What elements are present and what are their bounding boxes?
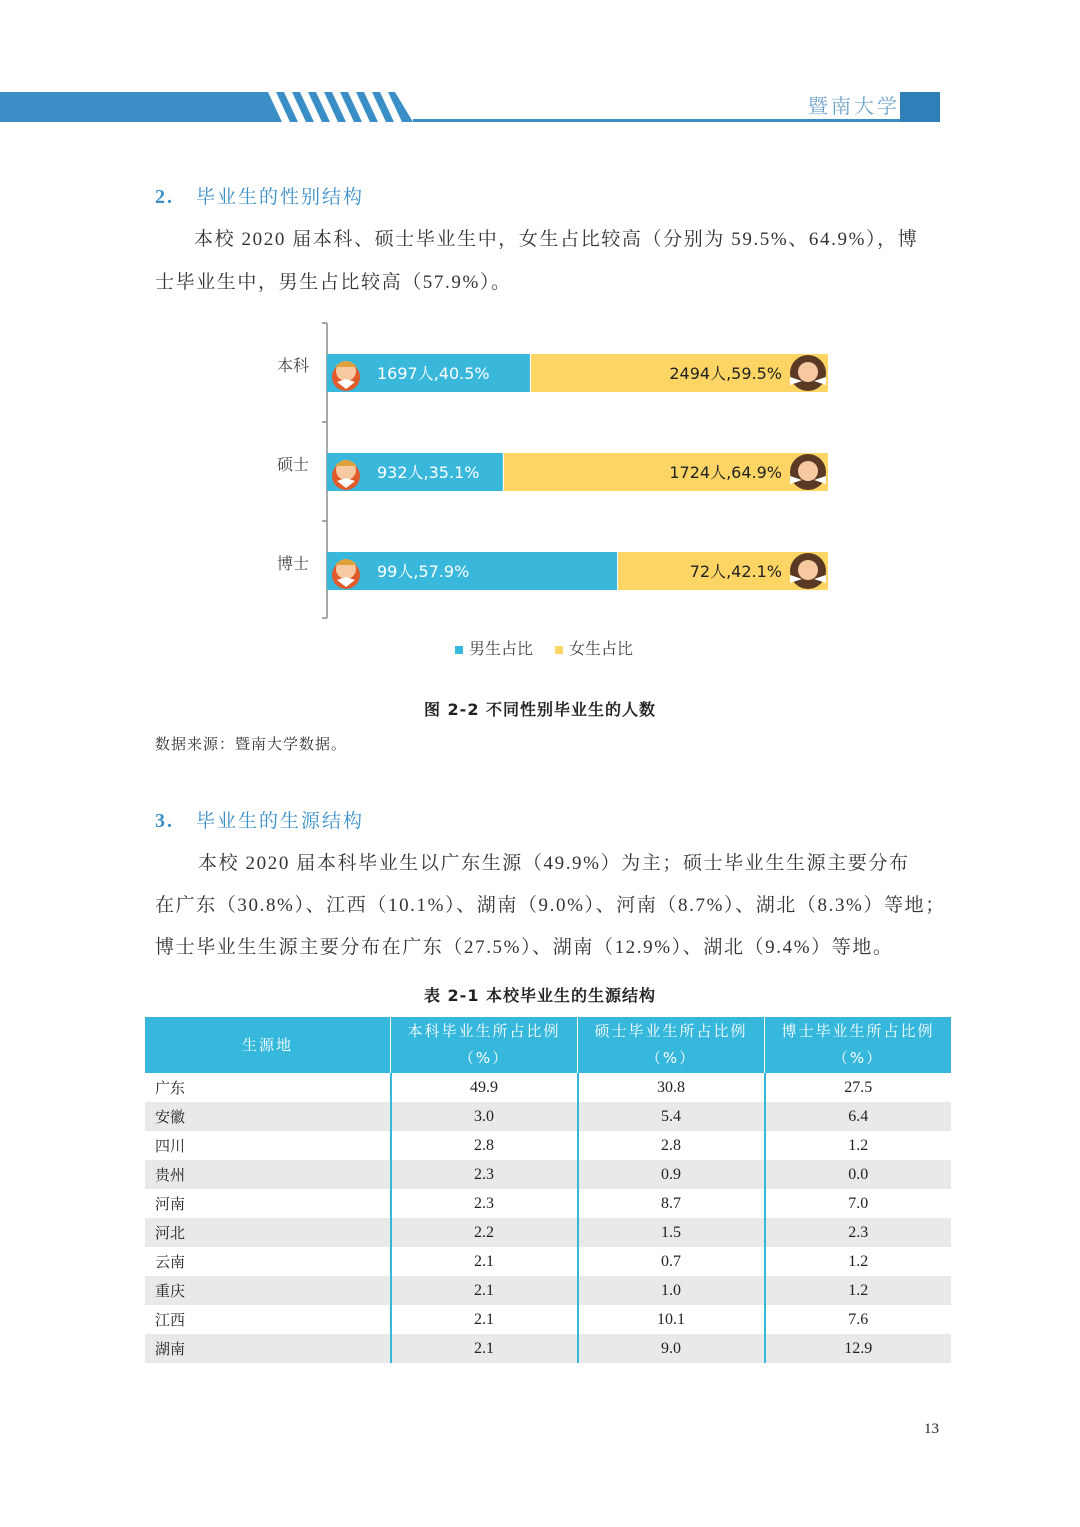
cell-percent: 49.9 xyxy=(391,1073,578,1102)
cell-percent: 1.0 xyxy=(578,1276,765,1305)
cell-region: 重庆 xyxy=(145,1276,391,1305)
origin-table xyxy=(145,1017,951,1363)
gender-stacked-bar-chart xyxy=(250,318,850,623)
cell-percent: 2.1 xyxy=(391,1276,578,1305)
cell-percent: 7.6 xyxy=(765,1305,951,1334)
legend-item-female xyxy=(555,636,633,659)
table-row xyxy=(145,1247,951,1276)
data-label-male: 932人,35.1% xyxy=(377,463,480,482)
legend-item-male xyxy=(455,636,533,659)
table-row xyxy=(145,1218,951,1247)
category-label: 本科 xyxy=(276,356,309,375)
data-label-female: 2494人,59.5% xyxy=(669,364,782,383)
cell-percent: 27.5 xyxy=(765,1073,951,1102)
cell-region: 四川 xyxy=(155,1137,186,1155)
section-title: 毕业生的性别结构 xyxy=(196,186,365,208)
cell-percent: 12.9 xyxy=(765,1334,951,1363)
table-row xyxy=(145,1334,951,1363)
data-label-male: 1697人,40.5% xyxy=(377,364,490,383)
data-label-female: 1724人,64.9% xyxy=(669,463,782,482)
table-row xyxy=(145,1131,951,1160)
cell-percent: 1.2 xyxy=(765,1276,951,1305)
cell-percent: 8.7 xyxy=(578,1189,765,1218)
table-header-row xyxy=(145,1017,951,1073)
bar-male xyxy=(327,552,617,590)
cell-percent: 2.1 xyxy=(391,1305,578,1334)
cell-percent: 7.0 xyxy=(765,1189,951,1218)
table-row xyxy=(145,1189,951,1218)
table-row xyxy=(145,1276,951,1305)
cell-region: 江西 xyxy=(155,1311,186,1329)
icon-face xyxy=(798,362,818,382)
header-title: 暨南大学 xyxy=(808,94,900,118)
section-heading-origin xyxy=(155,806,364,833)
cell-percent: 2.1 xyxy=(391,1334,578,1363)
column-header-unit: （%） xyxy=(645,1049,697,1067)
icon-face xyxy=(798,461,818,481)
cell-percent: 0.0 xyxy=(765,1160,951,1189)
data-label-female: 72人,42.1% xyxy=(689,562,782,581)
table-caption: 表 2-1 本校毕业生的生源结构 xyxy=(423,986,657,1005)
column-header-unit: （%） xyxy=(458,1049,510,1067)
cell-percent: 1.5 xyxy=(578,1218,765,1247)
column-header xyxy=(578,1017,765,1073)
legend-label: 男生占比 xyxy=(469,639,534,658)
section-heading-gender xyxy=(155,182,364,209)
legend-swatch xyxy=(455,646,463,654)
cell-region: 安徽 xyxy=(145,1102,391,1131)
column-header-label: 生源地 xyxy=(241,1035,293,1054)
column-header xyxy=(391,1017,578,1073)
cell-percent: 6.4 xyxy=(765,1102,951,1131)
section-title: 毕业生的生源结构 xyxy=(196,810,365,832)
cell-percent: 2.2 xyxy=(391,1218,578,1247)
paragraph-line: 本校 2020 届本科、硕士毕业生中，女生占比较高（分别为 59.5%、64.9%），博 xyxy=(194,229,919,250)
female-graduate-icon xyxy=(790,553,826,589)
cell-percent: 10.1 xyxy=(578,1305,765,1334)
column-header xyxy=(145,1017,391,1073)
cell-percent: 5.4 xyxy=(578,1102,765,1131)
category-label: 硕士 xyxy=(276,455,309,474)
cell-percent: 2.3 xyxy=(391,1189,578,1218)
cell-percent: 9.0 xyxy=(578,1334,765,1363)
cell-percent: 2.1 xyxy=(391,1247,578,1276)
cell-region: 云南 xyxy=(155,1253,186,1271)
chart-legend xyxy=(455,636,633,659)
cell-percent: 2.8 xyxy=(578,1131,765,1160)
icon-face xyxy=(798,560,818,580)
column-header-label: 硕士毕业生所占比例 xyxy=(594,1022,748,1040)
legend-label: 女生占比 xyxy=(569,639,634,658)
column-header-unit: （%） xyxy=(832,1049,884,1067)
column-header-label: 本科毕业生所占比例 xyxy=(407,1022,561,1040)
paragraph-line: 在广东（30.8%）、江西（10.1%）、湖南（9.0%）、河南（8.7%）、湖北（8.3%）等地； xyxy=(155,895,946,916)
cell-percent: 0.7 xyxy=(578,1247,765,1276)
column-header-label: 博士毕业生所占比例 xyxy=(781,1022,935,1040)
figure-caption: 图 2-2 不同性别毕业生的人数 xyxy=(423,700,657,719)
header-band xyxy=(0,92,940,122)
data-label-male: 99人,57.9% xyxy=(377,562,470,581)
section-number: 2. xyxy=(155,186,174,208)
paragraph-line: 士毕业生中，男生占比较高（57.9%）。 xyxy=(155,272,512,293)
cell-percent: 30.8 xyxy=(578,1073,765,1102)
paragraph-line: 本校 2020 届本科毕业生以广东生源（49.9%）为主；硕士毕业生生源主要分布 xyxy=(198,853,910,874)
cell-percent: 2.8 xyxy=(391,1131,578,1160)
data-source-note: 数据来源：暨南大学数据。 xyxy=(155,735,348,753)
cell-percent: 1.2 xyxy=(765,1131,951,1160)
cell-percent: 1.2 xyxy=(765,1247,951,1276)
cell-region: 贵州 xyxy=(145,1160,391,1189)
female-graduate-icon xyxy=(790,454,826,490)
page-number: 13 xyxy=(924,1421,939,1437)
cell-region: 广东 xyxy=(155,1079,186,1097)
cell-region: 河北 xyxy=(145,1218,391,1247)
column-header xyxy=(765,1017,951,1073)
table-row xyxy=(145,1160,951,1189)
cell-region: 湖南 xyxy=(145,1334,391,1363)
section-number: 3. xyxy=(155,810,174,832)
cell-region: 河南 xyxy=(155,1195,186,1213)
table-row xyxy=(145,1073,951,1102)
cell-percent: 2.3 xyxy=(765,1218,951,1247)
female-graduate-icon xyxy=(790,355,826,391)
paragraph-line: 博士毕业生生源主要分布在广东（27.5%）、湖南（12.9%）、湖北（9.4%）等地。 xyxy=(155,937,894,958)
table-row xyxy=(145,1305,951,1334)
category-label: 博士 xyxy=(276,554,309,573)
legend-swatch xyxy=(555,646,563,654)
cell-percent: 2.3 xyxy=(391,1160,578,1189)
cell-percent: 0.9 xyxy=(578,1160,765,1189)
cell-percent: 3.0 xyxy=(391,1102,578,1131)
table-row xyxy=(145,1102,951,1131)
